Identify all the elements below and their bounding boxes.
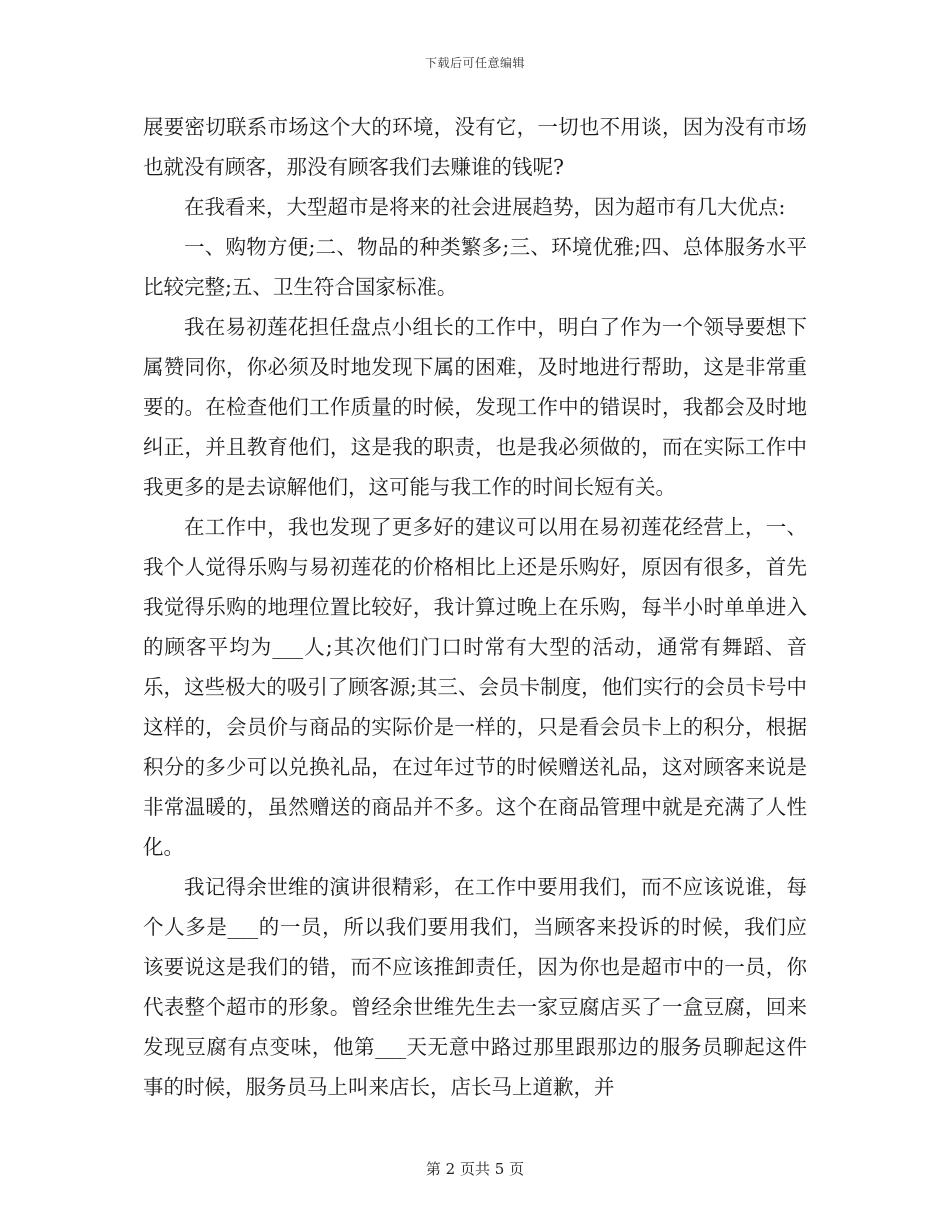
paragraph-3: 一、购物方便;二、物品的种类繁多;三、环境优雅;四、总体服务水平比较完整;五、卫生符合国家标准。 xyxy=(143,235,807,299)
document-body xyxy=(143,107,807,1107)
paragraph-1: 展要密切联系市场这个大的环境，没有它，一切也不用谈，因为没有市场也就没有顾客，那没有顾客我们去赚谁的钱呢? xyxy=(143,115,807,179)
paragraph-5: 在工作中，我也发现了更多好的建议可以用在易初莲花经营上，一、我个人觉得乐购与易初莲花的价格相比上还是乐购好，原因有很多，首先我觉得乐购的地理位置比较好，我计算过晚上在乐购，每半小时单单进入的顾客平均为___人;其次他们门口时常有大型的活动，通常有舞蹈、音乐，这些极大的吸引了顾客源;其三、会员卡制度，他们实行的会员卡号中这样的，会员价与商品的实际价是一样的，只是看会员卡上的积分，根据积分的多少可以兑换礼品，在过年过节的时候赠送礼品，这对顾客来说是非常温暖的，虽然赠送的商品并不多。这个在商品管理中就是充满了人性化。 xyxy=(143,515,807,859)
paragraph-6: 我记得余世维的演讲很精彩，在工作中要用我们，而不应该说谁，每个人多是___的一员，所以我们要用我们，当顾客来投诉的时候，我们应该要说这是我们的错，而不应该推卸责任，因为你也是超市中的一员，你代表整个超市的形象。曾经余世维先生去一家豆腐店买了一盒豆腐，回来发现豆腐有点变味，他第___天无意中路过那里跟那边的服务员聊起这件事的时候，服务员马上叫来店长，店长马上道歉，并 xyxy=(143,875,807,1099)
page-number-footer: 第 2 页共 5 页 xyxy=(425,1160,525,1178)
page-header: 下载后可任意编辑 xyxy=(424,56,525,70)
paragraph-2: 在我看来，大型超市是将来的社会进展趋势，因为超市有几大优点: xyxy=(184,195,786,219)
paragraph-4: 我在易初莲花担任盘点小组长的工作中，明白了作为一个领导要想下属赞同你，你必须及时地发现下属的困难，及时地进行帮助，这是非常重要的。在检查他们工作质量的时候，发现工作中的错误时，我都会及时地纠正，并且教育他们，这是我的职责，也是我必须做的，而在实际工作中我更多的是去谅解他们，这可能与我工作的时间长短有关。 xyxy=(143,315,807,499)
